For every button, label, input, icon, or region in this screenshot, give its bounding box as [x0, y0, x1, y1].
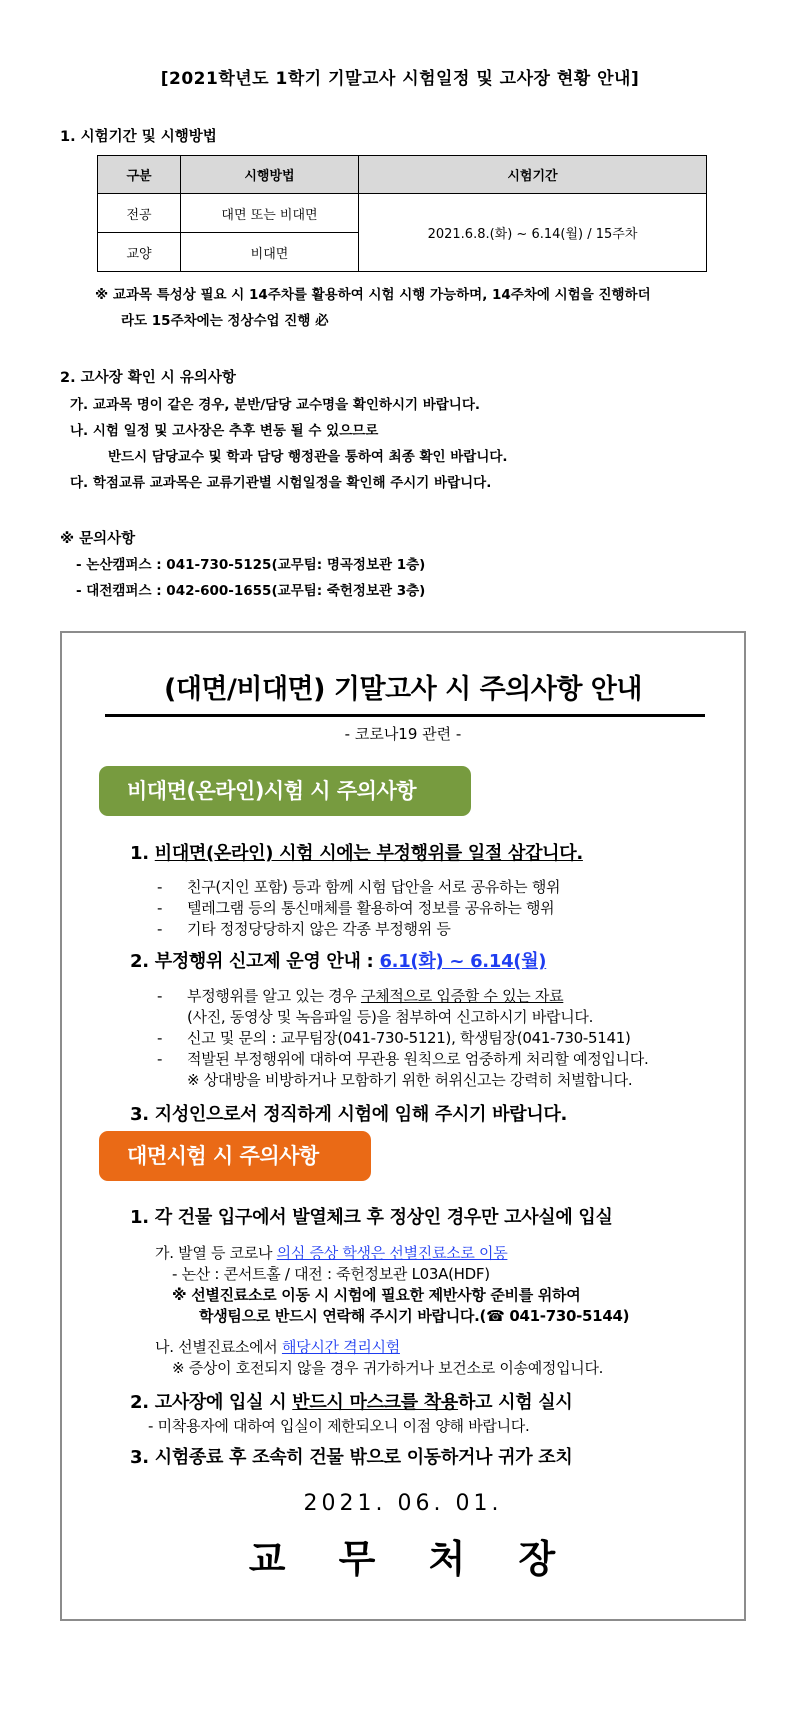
- table-row: [98, 194, 707, 233]
- list-item: - 친구(지인 포함) 등과 함께 시험 답안을 서로 공유하는 행위: [157, 878, 561, 896]
- online-heading-1: [130, 839, 583, 865]
- schedule-note: [95, 282, 755, 334]
- offline-heading-1: 1. 각 건물 입구에서 발열체크 후 정상인 경우만 고사실에 입실: [130, 1207, 613, 1228]
- heading-number: 1.: [130, 843, 155, 864]
- list-item: - 기타 정정당당하지 않은 각종 부정행위 등: [157, 920, 451, 938]
- table-cell: 교양: [98, 233, 181, 272]
- location-line: - 논산 : 콘서트홀 / 대전 : 죽헌정보관 L03A(HDF): [172, 1265, 490, 1283]
- table-header: 구분: [98, 156, 181, 194]
- note-line: 라도 15주차에는 정상수업 진행 必: [121, 313, 329, 329]
- document-title: [2021학년도 1학기 기말고사 시험일정 및 고사장 현황 안내]: [160, 69, 640, 89]
- contact-note: 학생팀으로 반드시 연락해 주시기 바랍니다.(☎ 041-730-5144): [199, 1307, 630, 1325]
- evidence-text: 구체적으로 입증할 수 있는 자료: [360, 987, 564, 1005]
- heading-text: 하고 시험 실시: [457, 1392, 573, 1413]
- list-item: [155, 1242, 507, 1263]
- notice-box: [60, 631, 746, 1621]
- schedule-table: [97, 155, 707, 272]
- table-cell: 전공: [98, 194, 181, 233]
- issue-date: 2021. 06. 01.: [303, 1491, 503, 1516]
- bullet-text: 부정행위를 알고 있는 경우: [187, 987, 361, 1005]
- section2-heading: 2. 고사장 확인 시 유의사항: [60, 370, 236, 386]
- list-item: [155, 1336, 400, 1357]
- item-text: 가. 발열 등 코로나: [155, 1244, 277, 1262]
- bullet-continuation: (사진, 동영상 및 녹음파일 등)을 첨부하여 신고하시기 바랍니다.: [187, 1008, 594, 1026]
- table-cell: 비대면: [181, 233, 359, 272]
- notice-title: (대면/비대면) 기말고사 시 주의사항 안내: [164, 674, 642, 705]
- table-header: 시행방법: [181, 156, 359, 194]
- mask-text: 반드시 마스크를 착용: [292, 1392, 458, 1413]
- contact-heading: ※ 문의사항: [60, 531, 136, 547]
- heading-text: 2. 부정행위 신고제 운영 안내 :: [130, 951, 380, 972]
- item-text: 나. 선별진료소에서: [155, 1338, 282, 1356]
- table-cell: 대면 또는 비대면: [181, 194, 359, 233]
- list-item: 반드시 담당교수 및 학과 담당 행정관을 통하여 최종 확인 바랍니다.: [108, 449, 508, 465]
- list-item: - 부정행위를 알고 있는 경우 구체적으로 입증할 수 있는 자료: [157, 987, 564, 1005]
- issuer-office: 교 무 처 장: [248, 1536, 558, 1581]
- screening-clinic-link[interactable]: 의심 증상 학생은 선별진료소로 이동: [276, 1244, 508, 1262]
- heading-text: 비대면(온라인) 시험 시에는 부정행위를 일절 삼갑니다.: [154, 843, 583, 864]
- online-exam-badge: 비대면(온라인)시험 시 주의사항: [99, 766, 471, 816]
- offline-heading-3: 3. 시험종료 후 조속히 건물 밖으로 이동하거나 귀가 조치: [130, 1447, 573, 1468]
- notice-subtitle: - 코로나19 관련 -: [344, 725, 462, 743]
- list-item: - 텔레그램 등의 통신매체를 활용하여 정보를 공유하는 행위: [157, 899, 555, 917]
- isolation-exam-link[interactable]: 해당시간 격리시험: [281, 1338, 400, 1356]
- bullet-text: 적발된 부정행위에 대하여 무관용 원칙으로 엄중하게 처리할 예정입니다.: [187, 1050, 649, 1068]
- exam-period-cell: 2021.6.8.(화) ~ 6.14(월) / 15주차: [359, 194, 707, 272]
- bullet-text: 텔레그램 등의 통신매체를 활용하여 정보를 공유하는 행위: [187, 899, 555, 917]
- table-header-row: [98, 156, 707, 194]
- contact-line: - 대전캠퍼스 : 042-600-1655(교무팀: 죽헌정보관 3층): [76, 583, 426, 599]
- mask-note: - 미착용자에 대하여 입실이 제한되오니 이점 양해 바랍니다.: [148, 1417, 530, 1435]
- bullet-text: 신고 및 문의 : 교무팀장(041-730-5121), 학생팀장(041-730-5141): [187, 1029, 631, 1047]
- list-item: 나. 시험 일정 및 고사장은 추후 변동 될 수 있으므로: [70, 423, 379, 439]
- report-period-link[interactable]: 6.1(화) ~ 6.14(월): [379, 951, 547, 972]
- online-heading-2: [130, 947, 546, 973]
- section1-heading: 1. 시험기간 및 시행방법: [60, 129, 217, 145]
- note-line: ※ 교과목 특성상 필요 시 14주차를 활용하여 시험 시행 가능하며, 14주차에 시험을 진행하더: [95, 287, 651, 303]
- list-item: - 신고 및 문의 : 교무팀장(041-730-5121), 학생팀장(041-730-5141): [157, 1029, 631, 1047]
- table-header: 시험기간: [359, 156, 707, 194]
- contact-note: ※ 선별진료소로 이동 시 시험에 필요한 제반사항 준비를 위하여: [172, 1286, 581, 1304]
- title-divider: [105, 714, 705, 717]
- warning-note: ※ 상대방을 비방하거나 모함하기 위한 허위신고는 강력히 처벌합니다.: [187, 1071, 633, 1089]
- online-heading-3: 3. 지성인으로서 정직하게 시험에 임해 주시기 바랍니다.: [130, 1104, 568, 1125]
- list-item: - 적발된 부정행위에 대하여 무관용 원칙으로 엄중하게 처리할 예정입니다.: [157, 1050, 649, 1068]
- warning-note: ※ 증상이 호전되지 않을 경우 귀가하거나 보건소로 이송예정입니다.: [172, 1359, 604, 1377]
- bullet-text: 친구(지인 포함) 등과 함께 시험 답안을 서로 공유하는 행위: [187, 878, 561, 896]
- contact-line: - 논산캠퍼스 : 041-730-5125(교무팀: 명곡정보관 1층): [76, 557, 426, 573]
- list-item: 다. 학점교류 교과목은 교류기관별 시험일정을 확인해 주시기 바랍니다.: [70, 475, 492, 491]
- offline-heading-2: [130, 1388, 572, 1414]
- list-item: 가. 교과목 명이 같은 경우, 분반/담당 교수명을 확인하시기 바랍니다.: [70, 397, 481, 413]
- heading-text: 2. 고사장에 입실 시: [130, 1392, 293, 1413]
- offline-exam-badge: 대면시험 시 주의사항: [99, 1131, 371, 1181]
- bullet-text: 기타 정정당당하지 않은 각종 부정행위 등: [187, 920, 451, 938]
